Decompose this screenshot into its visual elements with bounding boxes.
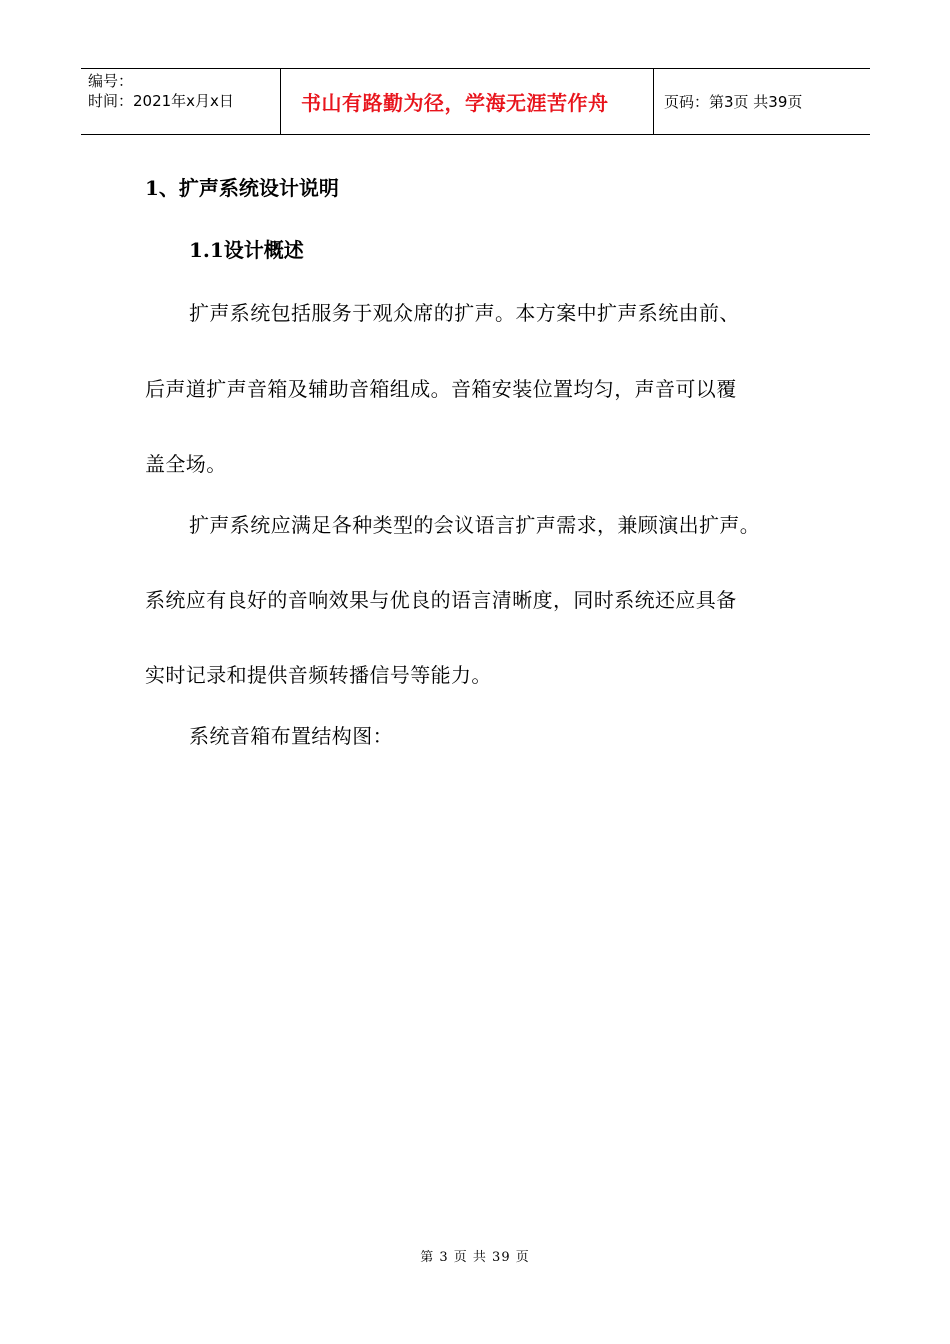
header-motto: 书山有路勤为径，学海无涯苦作舟 bbox=[301, 91, 609, 115]
paragraph-line: 扩声系统应满足各种类型的会议语言扩声需求，兼顾演出扩声。 bbox=[189, 513, 761, 537]
header-page-label: 页码：第3页 共39页 bbox=[664, 93, 803, 111]
paragraph-line: 后声道扩声音箱及辅助音箱组成。音箱安装位置均匀，声音可以覆 bbox=[145, 377, 737, 401]
paragraph-line: 系统应有良好的音响效果与优良的语言清晰度，同时系统还应具备 bbox=[145, 588, 737, 612]
header-page-cell bbox=[654, 69, 870, 134]
header-table bbox=[81, 68, 870, 135]
paragraph-line: 实时记录和提供音频转播信号等能力。 bbox=[145, 663, 492, 687]
header-motto-cell bbox=[281, 69, 654, 134]
document-date-label: 时间：2021年x月x日 bbox=[88, 92, 234, 110]
header-meta-cell bbox=[81, 69, 281, 134]
paragraph-line: 系统音箱布置结构图： bbox=[189, 724, 393, 748]
page-footer: 第 3 页 共 39 页 bbox=[420, 1250, 530, 1265]
subsection-heading: 1.1设计概述 bbox=[189, 238, 304, 262]
document-number-label: 编号： bbox=[88, 72, 134, 90]
paragraph-line: 扩声系统包括服务于观众席的扩声。本方案中扩声系统由前、 bbox=[189, 301, 740, 325]
paragraph-line: 盖全场。 bbox=[145, 452, 227, 476]
section-heading: 1、扩声系统设计说明 bbox=[145, 176, 339, 200]
